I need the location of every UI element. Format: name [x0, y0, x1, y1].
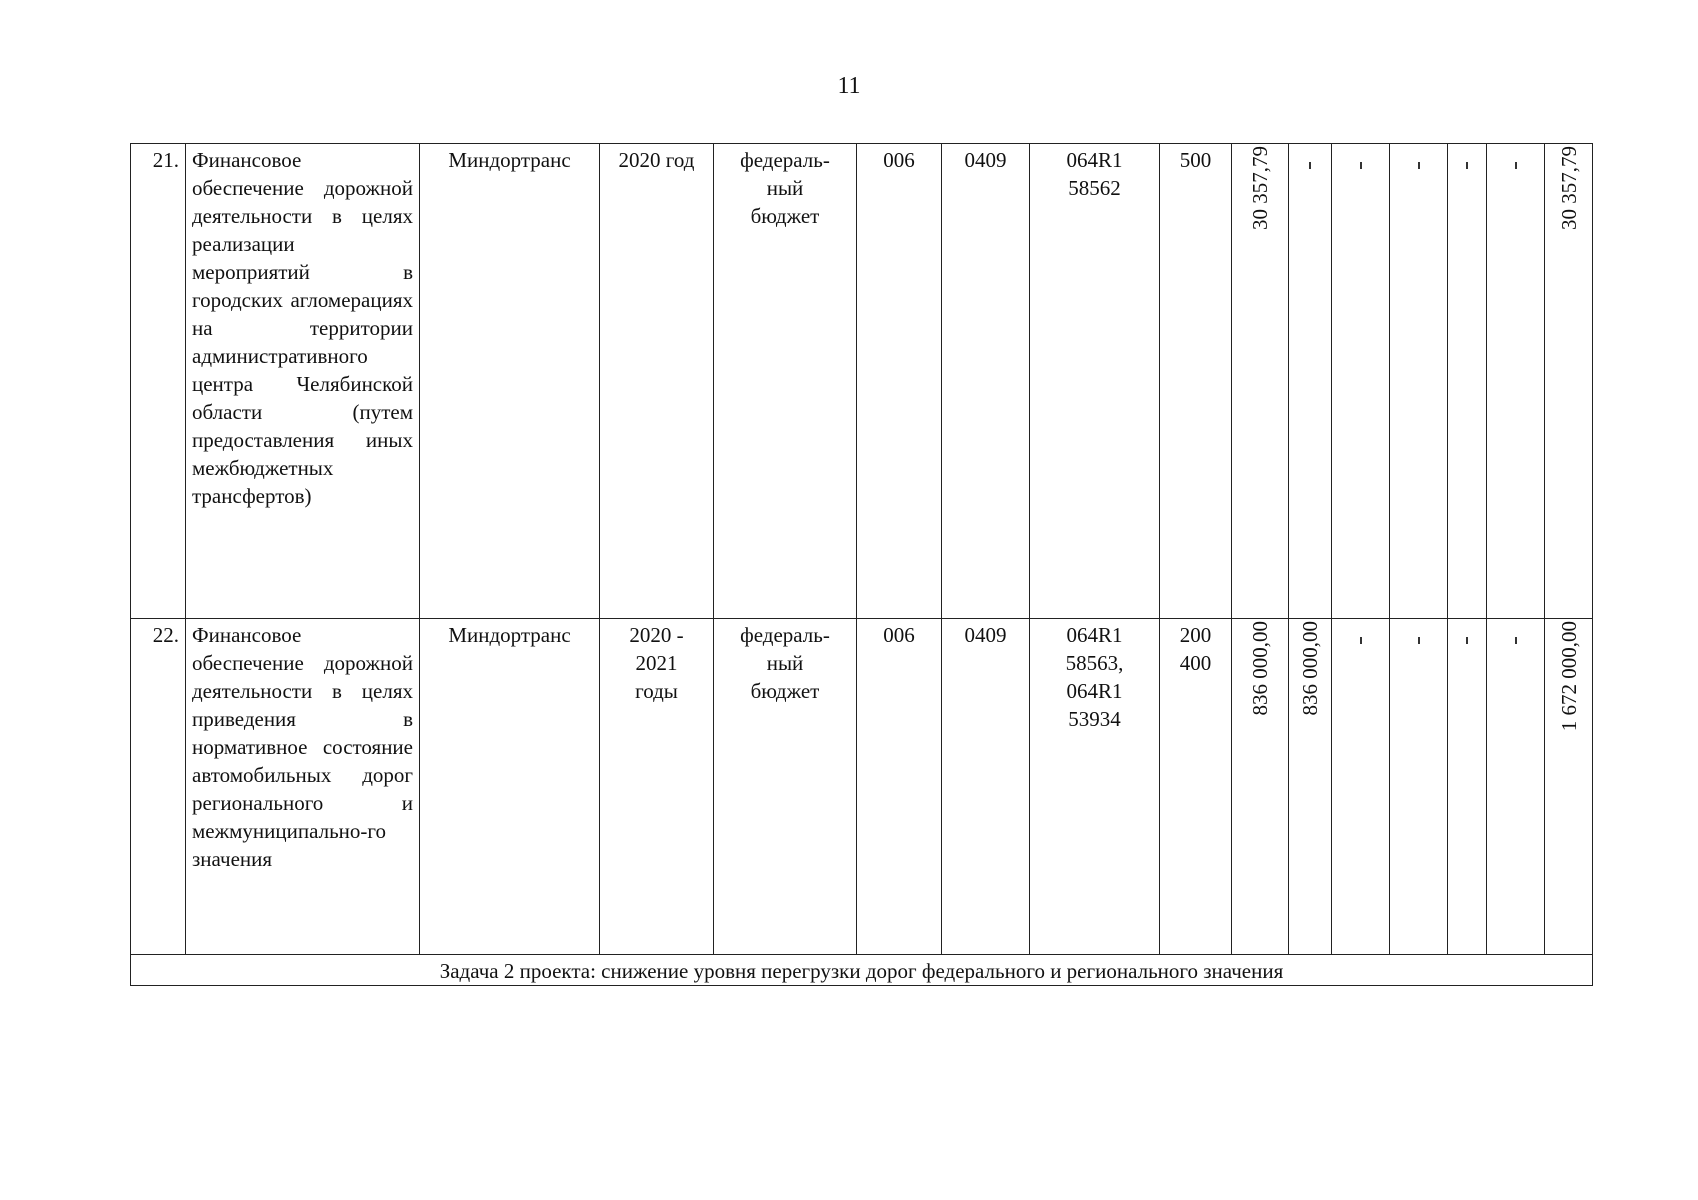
amount-4-cell [1390, 619, 1448, 955]
amount-1-cell [1232, 619, 1289, 955]
grbs-code: 006 [857, 144, 942, 619]
dash-mark [1418, 637, 1420, 644]
target-article-code: 064R1 58563, 064R1 53934 [1030, 619, 1160, 955]
dash-mark [1309, 162, 1311, 169]
dash-mark [1515, 637, 1517, 644]
amount-2-cell [1289, 144, 1332, 619]
amount-6-cell [1487, 619, 1545, 955]
table-row-21 [131, 144, 1593, 619]
amount-5-cell [1448, 144, 1487, 619]
dash-mark [1360, 637, 1362, 644]
event-description: Финансовое обеспечение дорожной деятельности в целях реализации мероприятий в городских агломерациях на территории административного центра Челябинской области (путем предоставления иных межбюджетных трансфертов) [186, 144, 420, 619]
task-row [131, 955, 1593, 986]
executor: Миндортранс [420, 144, 600, 619]
amount-1-cell [1232, 144, 1289, 619]
amount-4-cell [1390, 144, 1448, 619]
table-row-22 [131, 619, 1593, 955]
page-number: 11 [837, 73, 861, 99]
expense-type-code: 500 [1160, 144, 1232, 619]
amount-6-cell [1487, 144, 1545, 619]
expense-type-code: 200 400 [1160, 619, 1232, 955]
amount-3-cell [1332, 144, 1390, 619]
section-code: 0409 [942, 144, 1030, 619]
amount-1: 836 000,00 [1248, 621, 1272, 716]
dash-mark [1360, 162, 1362, 169]
budget-table [130, 143, 1593, 986]
grbs-code: 006 [857, 619, 942, 955]
executor: Миндортранс [420, 619, 600, 955]
period: 2020 - 2021 годы [600, 619, 714, 955]
task-heading: Задача 2 проекта: снижение уровня перегрузки дорог федерального и регионального значения [131, 955, 1593, 986]
target-article-code: 064R1 58562 [1030, 144, 1160, 619]
funding-source: федераль- ный бюджет [714, 144, 857, 619]
amount-2-cell [1289, 619, 1332, 955]
total-amount: 30 357,79 [1556, 146, 1581, 230]
amount-2: 836 000,00 [1298, 621, 1322, 716]
dash-mark [1466, 162, 1468, 169]
amount-5-cell [1448, 619, 1487, 955]
amount-1: 30 357,79 [1248, 146, 1272, 230]
dash-mark [1515, 162, 1517, 169]
funding-source: федераль- ный бюджет [714, 619, 857, 955]
total-cell [1545, 144, 1593, 619]
event-description: Финансовое обеспечение дорожной деятельности в целях приведения в нормативное состояние автомобильных дорог регионального и межмуниципально-го значения [186, 619, 420, 955]
total-cell [1545, 619, 1593, 955]
row-number: 21. [131, 144, 186, 619]
dash-mark [1466, 637, 1468, 644]
amount-3-cell [1332, 619, 1390, 955]
period: 2020 год [600, 144, 714, 619]
section-code: 0409 [942, 619, 1030, 955]
total-amount: 1 672 000,00 [1556, 621, 1581, 732]
row-number: 22. [131, 619, 186, 955]
dash-mark [1418, 162, 1420, 169]
